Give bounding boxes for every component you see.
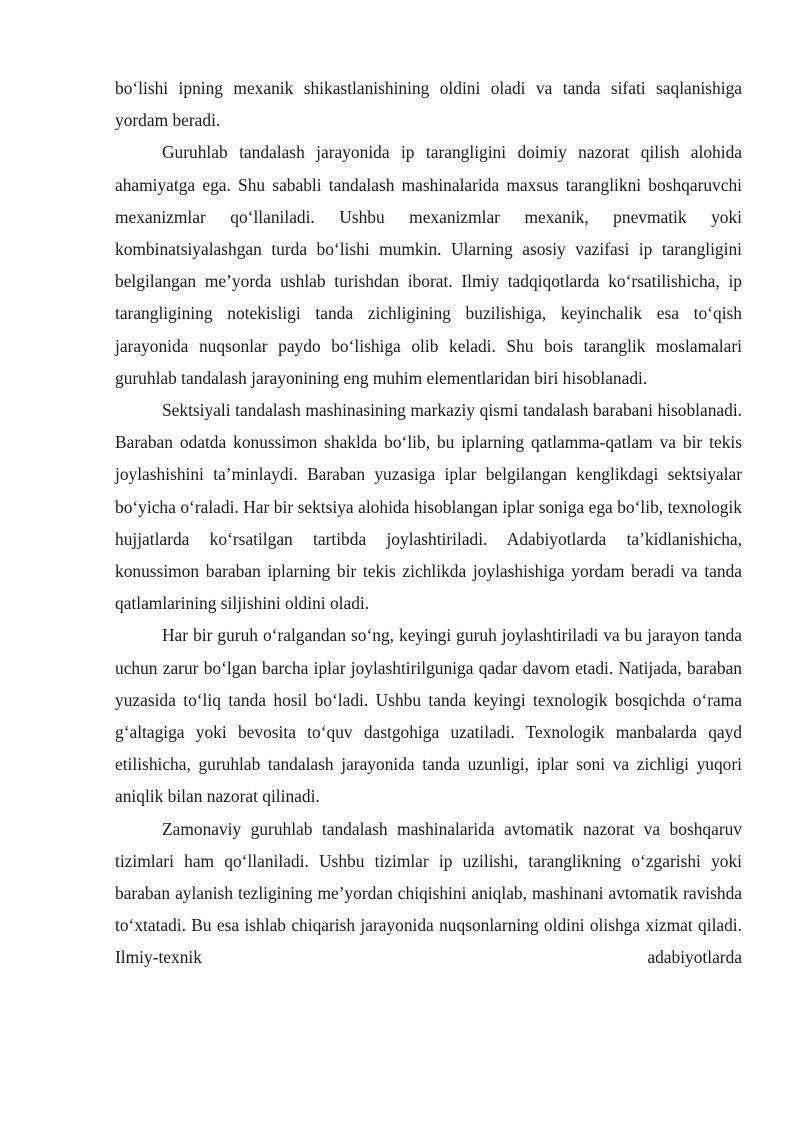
paragraph-tension-control: Guruhlab tandalash jarayonida ip tarangligini doimiy nazorat qilish alohida ahamiyatga ega. Shu sababli tandalash mashinalarida maxsus taranglikni boshqaruvchi mexanizmlar qo‘llaniladi. Ushbu mexanizmlar mexanik, pnevmatik yoki kombinatsiyalashgan turda bo‘lishi mumkin. Ularning asosiy vazifasi ip tarangligini belgilangan me’yorda ushlab turishdan iborat. Ilmiy tadqiqotlarda ko‘rsatilishicha, ip tarangligining notekisligi tanda zichligining buzilishiga, keyinchalik esa to‘qish jarayonida nuqsonlar paydo bo‘lishiga olib keladi. Shu bois taranglik moslamalari guruhlab tandalash jarayonining eng muhim elementlaridan biri hisoblanadi. (115, 142, 742, 388)
document-body (115, 72, 742, 974)
paragraph-drum: Sektsiyali tandalash mashinasining markaziy qismi tandalash barabani hisoblanadi. Baraban odatda konussimon shaklda bo‘lib, bu iplarning qatlamma-qatlam va bir tekis joylashishini ta’minlaydi. Baraban yuzasiga iplar belgilangan kenglikdagi sektsiyalar bo‘yicha o‘raladi. Har bir sektsiya alohida hisoblangan iplar soniga ega bo‘lib, texnologik hujjatlarda ko‘rsatilgan tartibda joylashtiriladi. Adabiyotlarda ta’kidlanishicha, konussimon baraban iplarning bir tekis zichlikda joylashishiga yordam beradi va tanda qatlamlarining siljishini oldini oladi. (115, 400, 742, 614)
paragraph-continuation: bo‘lishi ipning mexanik shikastlanishining oldini oladi va tanda sifati saqlanishiga yordam beradi. (115, 78, 742, 131)
paragraph-group-winding: Har bir guruh o‘ralgandan so‘ng, keyingi guruh joylashtiriladi va bu jarayon tanda uchun zarur bo‘lgan barcha iplar joylashtirilguniga qadar davom etadi. Natijada, baraban yuzasida to‘liq tanda hosil bo‘ladi. Ushbu tanda keyingi texnologik bosqichda o‘rama g‘altagiga yoki bevosita to‘quv dastgohiga uzatiladi. Texnologik manbalarda qayd etilishicha, guruhlab tandalash jarayonida tanda uzunligi, iplar soni va zichligi yuqori aniqlik bilan nazorat qilinadi. (115, 625, 742, 807)
paragraph-automation: Zamonaviy guruhlab tandalash mashinalarida avtomatik nazorat va boshqaruv tizimlari ham qo‘llaniladi. Ushbu tizimlar ip uzilishi, taranglikning o‘zgarishi yoki baraban aylanish tezligining me’yordan chiqishini aniqlab, mashinani avtomatik ravishda to‘xtatadi. Bu esa ishlab chiqarish jarayonida nuqsonlarning oldini olishga xizmat qiladi. Ilmiy-texnik adabiyotlarda (115, 818, 742, 968)
